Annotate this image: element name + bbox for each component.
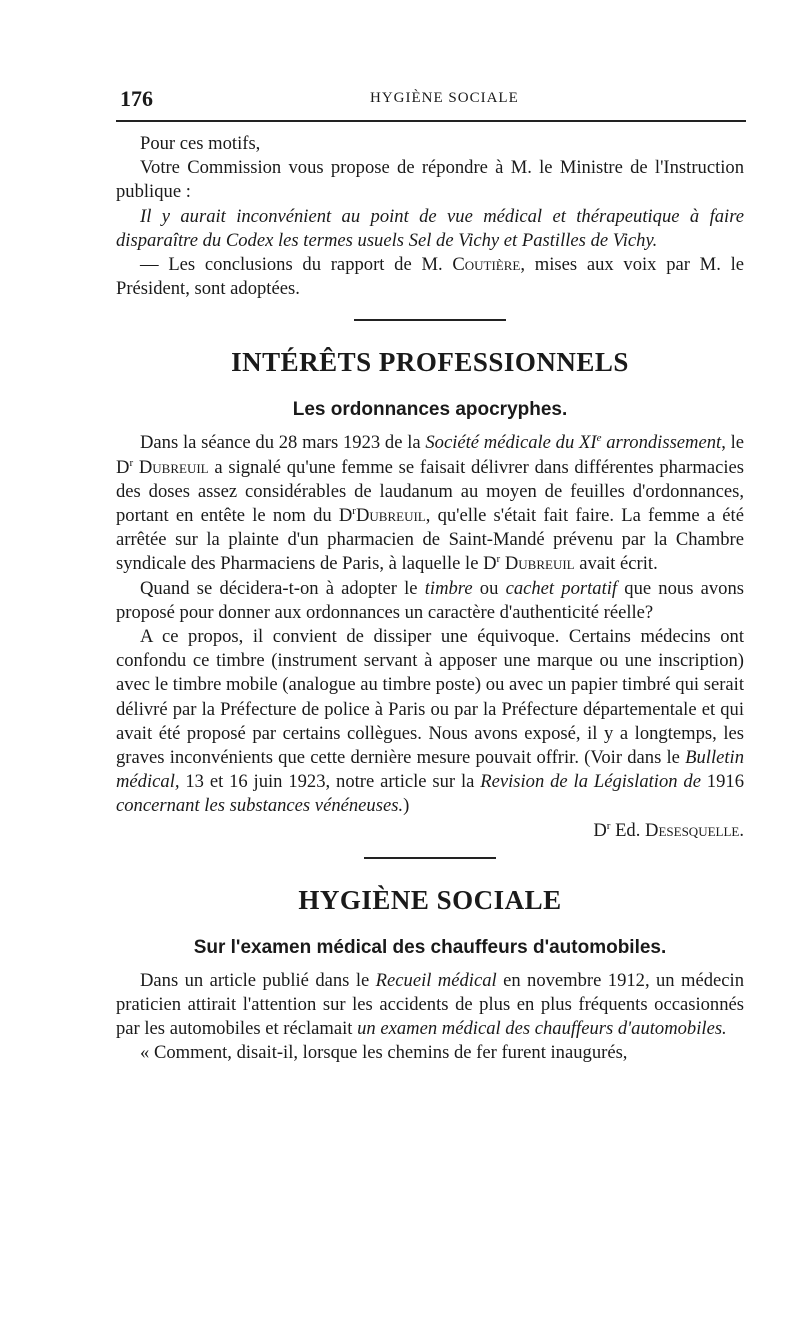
doctor-name: Dubreuil bbox=[138, 456, 209, 478]
body-text bbox=[116, 132, 744, 1066]
text-run: Dans la séance du 28 mars 1923 de la bbox=[140, 432, 426, 454]
conclusion-text: Il y aurait inconvénient au point de vue médical et thérapeutique à faire disparaître du Codex les termes usuels Sel de Vichy et Pastilles de Vichy. bbox=[116, 205, 744, 251]
society-name bbox=[425, 432, 721, 453]
text-run: arrondissement bbox=[601, 432, 722, 454]
section-divider bbox=[354, 319, 506, 321]
running-title: HYGIÈNE SOCIALE bbox=[370, 90, 519, 106]
adoption-text-a: — Les conclusions du rapport de M. bbox=[140, 254, 453, 276]
text-run: D bbox=[593, 819, 607, 841]
signature bbox=[116, 819, 744, 843]
text-run: ) bbox=[403, 795, 410, 817]
superscript: r bbox=[606, 819, 611, 832]
intro-paragraph-1: Pour ces motifs, bbox=[140, 133, 261, 154]
superscript: r bbox=[352, 504, 356, 517]
superscript: r bbox=[496, 553, 501, 566]
journal-title: Bulletin médical, bbox=[116, 747, 744, 793]
text-run: Quand se décidera-t-on à adopter le bbox=[140, 577, 425, 599]
text-run: que nous avons proposé pour donner aux ordonnances un caractère d'authenticité réelle? bbox=[116, 577, 744, 623]
doctor-name: Dubreuil bbox=[504, 553, 575, 575]
header-rule bbox=[116, 120, 746, 122]
article-title-ordonnances: Les ordonnances apocryphes. bbox=[292, 399, 568, 421]
article-title-chauffeurs: Sur l'examen médical des chauffeurs d'automobiles. bbox=[193, 936, 667, 958]
text-run: , le D bbox=[116, 432, 745, 478]
adoption-paragraph bbox=[116, 253, 744, 301]
ordonnances-paragraph-1 bbox=[116, 431, 744, 576]
section-divider bbox=[364, 857, 496, 859]
article-reference: concernant les substances vénéneuses. bbox=[116, 795, 404, 817]
chauffeurs-paragraph-1 bbox=[116, 969, 744, 1042]
superscript: e bbox=[596, 432, 602, 445]
text-run: en novembre 1912, un médecin praticien attirait l'attention sur les accidents de plus en plus fréquents occasionnés par les automobiles et réclamait bbox=[116, 969, 744, 1040]
text-run: Dans un article publié dans le bbox=[140, 969, 376, 991]
italic-term: timbre bbox=[424, 577, 473, 599]
section-title-professional-interests: INTÉRÊTS PROFESSIONNELS bbox=[231, 347, 629, 378]
text-run: Société médicale du XI bbox=[425, 432, 597, 454]
journal-title: Recueil médical bbox=[375, 969, 497, 991]
intro-paragraph-2: Votre Commission vous propose de répondre à M. le Ministre de l'Instruction publique : bbox=[116, 157, 744, 203]
text-run: A ce propos, il convient de dissiper une équivoque. Certains médecins ont confondu ce timbre (instrument servant à apposer une marque ou une inscription) avec le timbre mobile (analogue au timbre poste) ou avec un papier timbré qui serait délivré par la Préfecture de police à Paris ou par la Préfecture départementale et qui avait été proposé par certains collègues. Nous avons exposé, il y a longtemps, les graves inconvénients que cette dernière mesure pouvait offrir. (Voir dans le bbox=[116, 626, 744, 769]
ordonnances-paragraph-2 bbox=[116, 577, 744, 625]
text-run: 13 et 16 juin 1923, notre article sur la bbox=[179, 771, 481, 793]
adoption-text-b: , mises aux voix par M. le Président, sont adoptées. bbox=[116, 254, 744, 300]
chauffeurs-paragraph-2: « Comment, disait-il, lorsque les chemins de fer furent inaugurés, bbox=[140, 1042, 628, 1064]
page-number: 176 bbox=[120, 86, 153, 111]
italic-phrase: un examen médical des chauffeurs d'automobiles. bbox=[357, 1018, 727, 1040]
ordonnances-paragraph-3 bbox=[116, 625, 744, 819]
author-name: Coutière bbox=[452, 254, 521, 276]
text-run: avait écrit. bbox=[574, 553, 658, 575]
italic-term: cachet portatif bbox=[505, 577, 618, 599]
doctor-name: Dubreuil bbox=[355, 505, 426, 527]
running-head bbox=[120, 86, 744, 112]
article-reference: Revision de la Législation de bbox=[480, 771, 701, 793]
superscript: r bbox=[129, 456, 134, 469]
text-run: Ed. bbox=[610, 819, 646, 841]
text-run: 1916 bbox=[700, 771, 744, 793]
text-run: a signalé qu'une femme se faisait délivrer dans différentes pharmacies des doses assez considérables de laudanum au moyen de feuilles d'ordonnances, portant en entête le nom du D bbox=[116, 456, 744, 527]
text-run: , qu'elle s'était fait faire. La femme a été arrêtée sur la plainte d'un pharmacien de Saint-Mandé prévenu par la Chambre syndicale des Pharmaciens de Paris, à laquelle le D bbox=[116, 505, 744, 575]
commission-conclusion bbox=[116, 205, 744, 253]
text-run: ou bbox=[472, 577, 506, 599]
section-title-social-hygiene: HYGIÈNE SOCIALE bbox=[298, 884, 562, 915]
signature-name: Desesquelle. bbox=[645, 819, 744, 841]
